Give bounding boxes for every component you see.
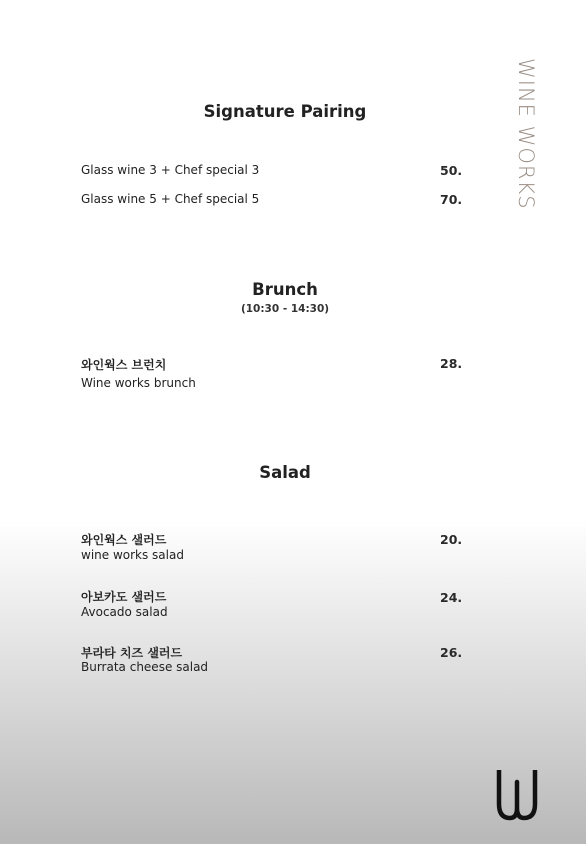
menu-item-name-korean: 와인웍스 샐러드 bbox=[81, 533, 167, 547]
menu-item-price: 26. bbox=[440, 645, 463, 660]
menu-item-price: 70. bbox=[440, 192, 463, 207]
section-title-signature-pairing: Signature Pairing bbox=[203, 102, 367, 121]
section-subtitle-brunch-hours: (10:30 - 14:30) bbox=[240, 303, 330, 315]
menu-item-name-english: Burrata cheese salad bbox=[81, 660, 209, 674]
menu-item-price: 20. bbox=[440, 532, 463, 547]
menu-item-name: Glass wine 3 + Chef special 3 bbox=[81, 163, 260, 177]
menu-item-name-korean: 아보카도 샐러드 bbox=[81, 590, 167, 604]
wine-works-logo-icon bbox=[494, 770, 540, 822]
menu-item-name-english: Wine works brunch bbox=[81, 376, 196, 390]
menu-item-price: 28. bbox=[440, 356, 463, 371]
section-title-brunch: Brunch bbox=[252, 280, 318, 299]
brand-vertical-name: WINE WORKS bbox=[514, 58, 538, 210]
menu-item-price: 50. bbox=[440, 163, 463, 178]
menu-item-name-english: wine works salad bbox=[81, 548, 184, 562]
section-title-salad: Salad bbox=[259, 463, 311, 482]
menu-item-name: Glass wine 5 + Chef special 5 bbox=[81, 192, 260, 206]
menu-item-name-korean: 와인웍스 브런치 bbox=[81, 358, 167, 372]
menu-item-price: 24. bbox=[440, 590, 463, 605]
menu-item-name-english: Avocado salad bbox=[81, 605, 168, 619]
menu-item-name-korean: 부라타 치즈 샐러드 bbox=[81, 646, 183, 660]
